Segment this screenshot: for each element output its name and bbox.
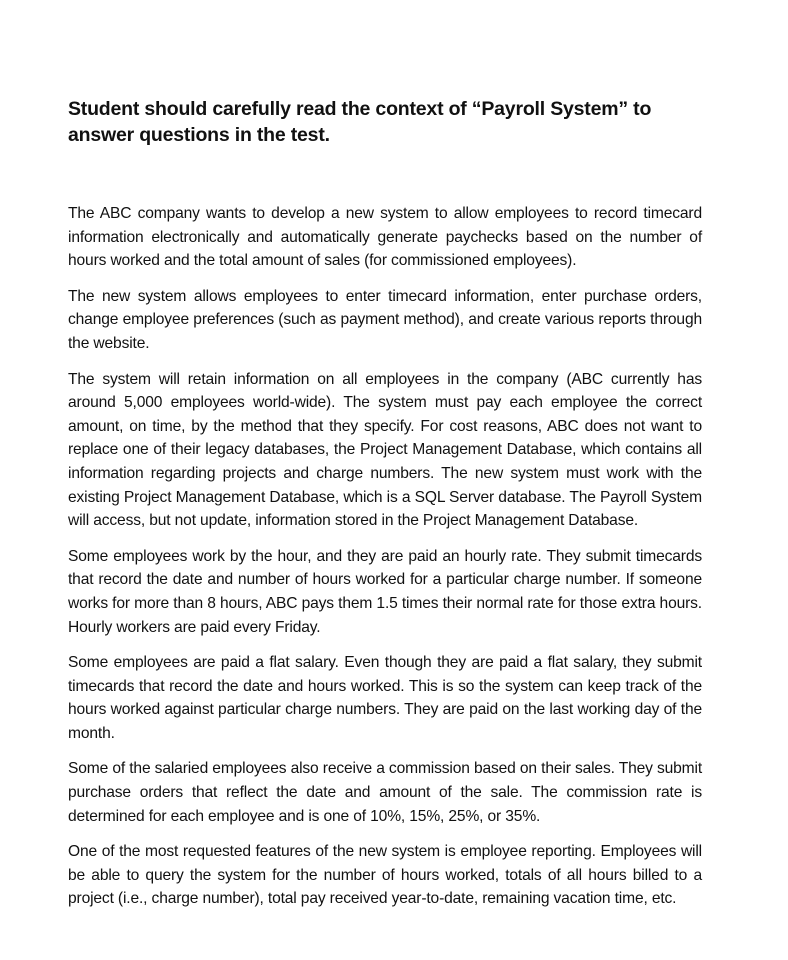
paragraph-overview: The ABC company wants to develop a new system to allow employees to record timecard information electronically and automatically generate paychecks based on the number of hours worked and the total amount of sales (for commissioned employees).: [68, 205, 702, 270]
paragraph-commission: Some of the salaried employees also receive a commission based on their sales. They submit purchase orders that reflect the date and amount of the sale. The commission rate is determined for each employee and is one of 10%, 15%, 25%, or 35%.: [68, 760, 702, 825]
paragraph-hourly: Some employees work by the hour, and they are paid an hourly rate. They submit timecards that record the date and number of hours worked for a particular charge number. If someone works for more than 8 hours, ABC pays them 1.5 times their normal rate for those extra hours. Hourly workers are paid every Friday.: [68, 547, 702, 636]
paragraph-database: The system will retain information on all employees in the company (ABC currently has around 5,000 employees world-wide). The system must pay each employee the correct amount, on time, by the method that they specify. For cost reasons, ABC does not want to replace one of their legacy databases, the Project Management Database, which contains all information regarding projects and charge numbers. The new system must work with the existing Project Management Database, which is a SQL Server database. The Payroll System will access, but not update, information stored in the Project Management Database.: [68, 370, 702, 530]
paragraph-salaried: Some employees are paid a flat salary. Even though they are paid a flat salary, they submit timecards that record the date and hours worked. This is so the system can keep track of the hours worked against particular charge numbers. They are paid on the last working day of the month.: [68, 654, 702, 742]
paragraph-features: The new system allows employees to enter timecard information, enter purchase orders, change employee preferences (such as payment method), and create various reports through the website.: [68, 287, 702, 352]
document-heading: Student should carefully read the context of “Payroll System” to answer questions in the test.: [68, 98, 652, 146]
paragraph-reporting: One of the most requested features of the new system is employee reporting. Employees will be able to query the system for the number of hours worked, totals of all hours billed to a project (i.e., charge number), total pay received year-to-date, remaining vacation time, etc.: [68, 843, 702, 908]
document-page: [68, 96, 702, 923]
